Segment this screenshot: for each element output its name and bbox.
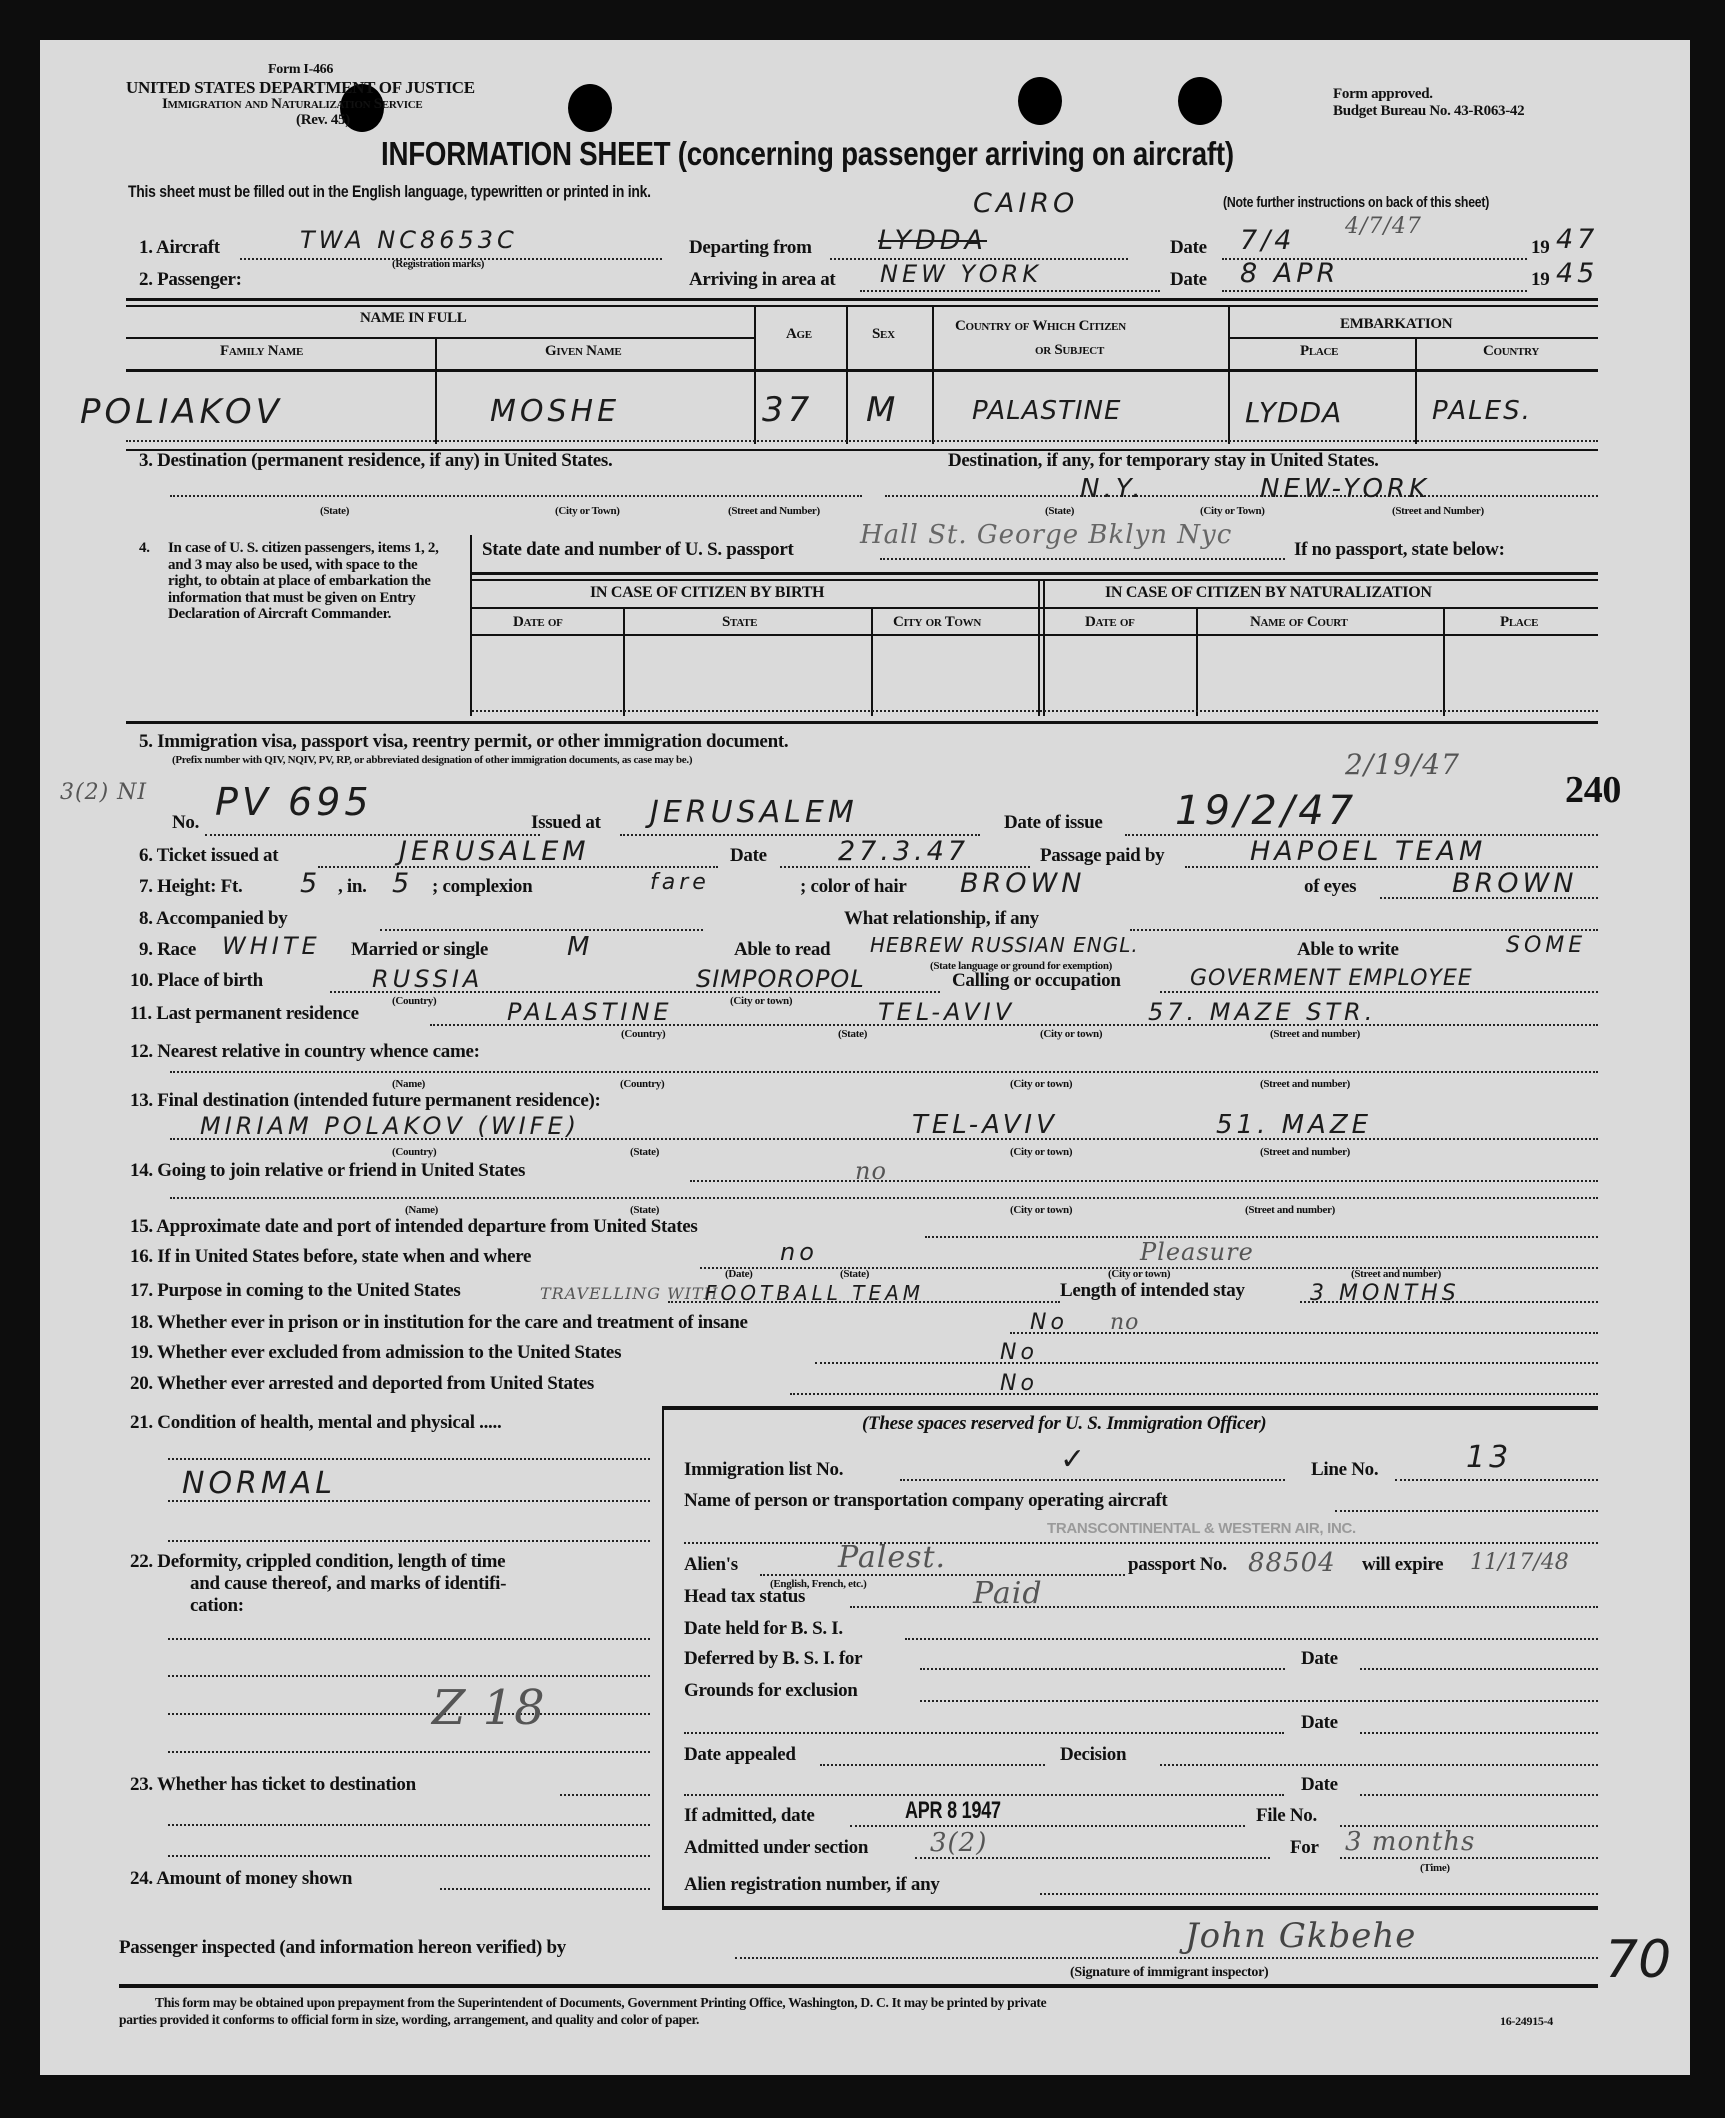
alien-nationality-value: Palest.	[838, 1540, 947, 1575]
temp-destination-line	[885, 495, 1598, 497]
item-20-label: 20. Whether ever arrested and deported from United States	[130, 1373, 595, 1394]
departure-date: 7/4	[1240, 225, 1296, 256]
country-header: Country	[1483, 343, 1540, 359]
line	[1360, 1794, 1598, 1796]
country-caption: (Country)	[620, 1078, 665, 1090]
occupation-label: Calling or occupation	[952, 970, 1121, 991]
line	[900, 1479, 1285, 1481]
footer-text: This form may be obtained upon prepayment from the Superintendent of Documents, Government Printing Office, Washington, D. C. It may be printed by private	[155, 1995, 1047, 2010]
line	[168, 1855, 650, 1857]
birth-country-value: RUSSIA	[372, 965, 484, 993]
departure-year: 47	[1556, 224, 1599, 255]
street-caption: (Street and number)	[1270, 1028, 1361, 1040]
rule	[126, 721, 1598, 724]
arrival-year: 45	[1556, 258, 1599, 289]
final-destination-name-value: MIRIAM POLAKOV (WIFE)	[200, 1112, 580, 1140]
country-caption: (Country)	[621, 1028, 666, 1040]
state-caption: (State)	[1045, 505, 1075, 517]
date-label: Date	[1301, 1712, 1338, 1733]
state-caption: (State)	[320, 505, 350, 517]
age-value: 37	[762, 390, 814, 430]
embarkation-place-value: LYDDA	[1245, 396, 1343, 429]
line	[684, 1732, 1284, 1734]
line	[168, 1824, 650, 1826]
item-22-label: 22. Deformity, crippled condition, length of time	[130, 1551, 506, 1572]
instruction: This sheet must be filled out in the English language, typewritten or printed in ink.	[128, 182, 651, 201]
for-value: 3 months	[1345, 1827, 1476, 1857]
inspected-label: Passenger inspected (and information hereon verified) by	[119, 1937, 566, 1958]
passport-question: State date and number of U. S. passport	[482, 539, 794, 560]
section-label: Admitted under section	[684, 1837, 869, 1858]
passport-line	[880, 558, 1285, 560]
purpose-value: FOOTBALL TEAM	[705, 1281, 925, 1305]
item-9-label: 9. Race	[139, 939, 196, 960]
street-caption: (Street and Number)	[1392, 505, 1484, 517]
birth-city-value: SIMPOROPOL	[696, 965, 865, 993]
signature-line	[735, 1957, 1598, 1959]
city-caption: (City or town)	[1040, 1028, 1103, 1040]
name-in-full-header: NAME IN FULL	[360, 310, 467, 326]
read-value: HEBREW RUSSIAN ENGL.	[870, 933, 1139, 957]
line	[684, 1794, 1284, 1796]
punch-hole	[568, 84, 612, 132]
inspector-signature: John Gkbehe	[1185, 1916, 1417, 1956]
immigration-list-value: ✓	[1060, 1442, 1090, 1477]
department: UNITED STATES DEPARTMENT OF JUSTICE	[126, 78, 475, 97]
line	[820, 1764, 1045, 1766]
alien-registration-label: Alien registration number, if any	[684, 1874, 940, 1895]
date-line	[1222, 290, 1527, 292]
operator-stamp: TRANSCONTINENTAL & WESTERN AIR, INC.	[1047, 1520, 1356, 1537]
temp-street-note: Hall St. George Bklyn Nyc	[860, 520, 1233, 550]
deported-value: No	[1000, 1371, 1038, 1396]
residence-street-value: 57. MAZE STR.	[1148, 998, 1377, 1026]
state-header: State	[722, 614, 758, 630]
item-11-label: 11. Last permanent residence	[130, 1003, 359, 1024]
prison-note: no	[1110, 1310, 1140, 1335]
married-value: M	[567, 932, 594, 962]
line	[925, 1236, 1598, 1238]
col-divider	[1196, 609, 1198, 716]
line	[1380, 897, 1598, 899]
family-name-header: Family Name	[220, 343, 303, 359]
line	[560, 1794, 650, 1796]
line	[168, 1638, 650, 1640]
city-caption: (City or town)	[1010, 1146, 1073, 1158]
col-divider	[754, 307, 756, 444]
col-divider	[1038, 581, 1040, 716]
line	[790, 1393, 1598, 1395]
complexion-label: ; complexion	[432, 876, 533, 897]
aircraft-label: 1. Aircraft	[139, 237, 220, 258]
place-header: Place	[1500, 614, 1539, 630]
line	[850, 1606, 1598, 1608]
item-22-label-2: and cause thereof, and marks of identifi-	[190, 1573, 507, 1594]
excluded-value: No	[1000, 1340, 1038, 1365]
passport-no-value: 88504	[1248, 1548, 1336, 1578]
stay-label: Length of intended stay	[1060, 1280, 1245, 1301]
line	[1040, 1893, 1598, 1895]
relationship-label: What relationship, if any	[844, 908, 1039, 929]
item-5-label: 5. Immigration visa, passport visa, reentry permit, or other immigration document.	[139, 731, 789, 752]
write-label: Able to write	[1297, 939, 1399, 960]
join-value: no	[855, 1157, 887, 1185]
rule	[119, 1984, 1598, 1988]
punch-hole	[1178, 77, 1222, 125]
departing-value: CAIRO	[973, 188, 1079, 219]
state-caption: (State)	[838, 1028, 868, 1040]
form-code: 16-24915-4	[1500, 2014, 1553, 2028]
file-no-label: File No.	[1256, 1805, 1317, 1826]
item-24-label: 24. Amount of money shown	[130, 1868, 353, 1889]
row-line	[126, 440, 1598, 442]
write-value: SOME	[1506, 933, 1587, 958]
line	[168, 1751, 650, 1753]
residence-country-value: PALASTINE	[507, 998, 673, 1026]
arriving-line	[860, 290, 1160, 292]
line	[1360, 1732, 1598, 1734]
street-caption: (Street and Number)	[728, 505, 820, 517]
height-in-value: 5	[392, 868, 414, 899]
line	[920, 1700, 1598, 1702]
form-approved: Form approved.	[1333, 86, 1433, 102]
arriving-label: Arriving in area at	[689, 269, 836, 290]
form-number: Form I-466	[268, 62, 334, 77]
registration-label: (Registration marks)	[392, 258, 485, 270]
line	[168, 1540, 650, 1542]
line	[815, 1362, 1598, 1364]
expire-value: 11/17/48	[1470, 1550, 1569, 1575]
street-caption: (Street and number)	[1351, 1268, 1442, 1280]
citizen-header: Country of Which Citizen	[955, 318, 1126, 334]
state-caption: (State)	[840, 1268, 870, 1280]
age-header: Age	[786, 326, 812, 342]
temp-state-value: N.Y.	[1080, 474, 1145, 504]
col-divider	[623, 609, 625, 716]
item-13-label: 13. Final destination (intended future permanent residence):	[130, 1090, 601, 1111]
item-3b-label: Destination, if any, for temporary stay in United States.	[948, 450, 1379, 471]
held-bsi-label: Date held for B. S. I.	[684, 1618, 843, 1639]
visa-no-label: No.	[172, 812, 200, 833]
country-caption: (Country)	[392, 1146, 437, 1158]
line	[1360, 1668, 1598, 1670]
service: Immigration and Naturalization Service	[162, 96, 423, 112]
height-ft-value: 5	[300, 868, 322, 899]
col-divider	[871, 609, 873, 716]
stay-value: 3 MONTHS	[1310, 1281, 1460, 1306]
item-18-label: 18. Whether ever in prison or in institution for the care and treatment of insane	[130, 1312, 748, 1333]
purpose-extra: Pleasure	[1140, 1238, 1254, 1266]
col-divider	[1228, 307, 1230, 444]
sex-header: Sex	[872, 326, 895, 342]
rule	[472, 634, 1598, 636]
line	[1160, 1764, 1598, 1766]
line-no-label: Line No.	[1311, 1459, 1379, 1480]
final-destination-city-value: TEL-AVIV	[912, 1110, 1058, 1140]
state-caption: (State)	[630, 1204, 660, 1216]
embarkation-header: EMBARKATION	[1340, 316, 1453, 332]
residence-city-value: TEL-AVIV	[878, 998, 1016, 1026]
aircraft-value: TWA NC8653C	[300, 226, 518, 254]
date-caption: (Date)	[725, 1268, 753, 1280]
given-name-header: Given Name	[545, 343, 622, 359]
departure-date-note: 4/7/47	[1345, 214, 1422, 239]
identification-mark: Z 18	[432, 1680, 546, 1736]
date-label: Date	[1170, 237, 1207, 258]
item-4-number: 4.	[139, 540, 150, 556]
line	[1340, 1857, 1598, 1859]
family-name-value: POLIAKOV	[80, 392, 283, 432]
line	[684, 1542, 1598, 1544]
issued-at-value: JERUSALEM	[650, 795, 858, 830]
line	[1130, 929, 1598, 931]
col-divider	[1443, 609, 1445, 716]
col-divider	[932, 307, 934, 444]
hair-label: ; color of hair	[800, 876, 907, 897]
year-label: 19	[1531, 269, 1550, 290]
date-label: Date	[1170, 269, 1207, 290]
item-7-label: 7. Height: Ft.	[139, 876, 243, 897]
passage-value: HAPOEL TEAM	[1250, 836, 1487, 867]
line	[905, 1638, 1598, 1640]
line	[168, 1458, 650, 1460]
item-21-label: 21. Condition of health, mental and physical .....	[130, 1412, 502, 1433]
ticket-date-label: Date	[730, 845, 767, 866]
race-value: WHITE	[222, 932, 321, 960]
by-birth-header: IN CASE OF CITIZEN BY BIRTH	[590, 584, 825, 601]
citizen-value: PALASTINE	[972, 396, 1122, 426]
expire-label: will expire	[1362, 1554, 1444, 1575]
eyes-label: of eyes	[1304, 876, 1357, 897]
line	[170, 1197, 1598, 1199]
arrival-date: 8 APR	[1240, 258, 1340, 289]
rule	[126, 305, 1598, 307]
decision-label: Decision	[1060, 1744, 1127, 1765]
visa-no-value: PV 695	[215, 780, 373, 824]
given-name-value: MOSHE	[490, 394, 621, 429]
item-5-prefix-note: (Prefix number with QIV, NQIV, PV, RP, or abbreviated designation of other immigration documents, as case may be.)	[172, 754, 693, 766]
name-caption: (Name)	[392, 1078, 426, 1090]
for-label: For	[1290, 1837, 1319, 1858]
place-header: Place	[1300, 343, 1339, 359]
date-of-issue-value: 19/2/47	[1175, 788, 1358, 834]
alien-nationality-label: Alien's	[684, 1554, 738, 1575]
rule	[472, 607, 1598, 609]
court-header: Name of Court	[1250, 614, 1348, 630]
line	[850, 1825, 1245, 1827]
line	[440, 1888, 650, 1890]
item-15-label: 15. Approximate date and port of intended departure from United States	[130, 1216, 698, 1237]
city-header: City or Town	[893, 614, 982, 630]
punch-hole	[1018, 77, 1062, 125]
head-tax-label: Head tax status	[684, 1586, 806, 1607]
line	[1160, 991, 1598, 993]
street-caption: (Street and number)	[1260, 1078, 1351, 1090]
date-label: Date	[1301, 1648, 1338, 1669]
line	[690, 1180, 1598, 1182]
line	[380, 929, 703, 931]
read-label: Able to read	[734, 939, 831, 960]
ticket-date-value: 27.3.47	[838, 836, 970, 867]
ticket-issued-value: JERUSALEM	[399, 836, 590, 867]
item-23-label: 23. Whether has ticket to destination	[130, 1774, 416, 1795]
note: (Note further instructions on back of this sheet)	[1223, 194, 1490, 211]
row-line	[472, 710, 1598, 712]
street-caption: (Street and number)	[1245, 1204, 1336, 1216]
date-label: Date	[1301, 1774, 1338, 1795]
item-8-label: 8. Accompanied by	[139, 908, 288, 929]
operator-label: Name of person or transportation company operating aircraft	[684, 1490, 1168, 1511]
budget-bureau: Budget Bureau No. 43-R063-42	[1333, 103, 1525, 119]
line-no-value: 13	[1466, 1440, 1513, 1475]
col-divider	[1043, 581, 1045, 716]
rule	[472, 579, 1598, 581]
city-caption: (City or town)	[1010, 1204, 1073, 1216]
embarkation-country-value: PALES.	[1432, 396, 1532, 426]
line	[1335, 1510, 1598, 1512]
line	[168, 1675, 650, 1677]
officer-box-title: (These spaces reserved for U. S. Immigration Officer)	[862, 1413, 1267, 1434]
admitted-date-stamp: APR 8 1947	[905, 1797, 1001, 1824]
col-divider	[470, 535, 472, 716]
col-divider	[1415, 339, 1417, 444]
page-number: 240	[1565, 769, 1622, 811]
line	[1395, 1479, 1598, 1481]
country-caption: (Country)	[392, 995, 437, 1007]
line	[1010, 1332, 1598, 1334]
occupation-value: GOVERMENT EMPLOYEE	[1190, 966, 1473, 991]
name-caption: (Name)	[405, 1204, 439, 1216]
item-10-label: 10. Place of birth	[130, 970, 263, 991]
year-label: 19	[1531, 237, 1550, 258]
passport-no-label: passport No.	[1128, 1554, 1227, 1575]
passenger-label: 2. Passenger:	[139, 269, 242, 290]
departing-struck: LYDDA	[878, 225, 988, 256]
before-value: no	[780, 1238, 818, 1266]
revision: (Rev. 45)	[296, 112, 350, 128]
street-caption: (Street and number)	[1260, 1146, 1351, 1158]
city-caption: (City or town)	[1108, 1268, 1171, 1280]
rule	[126, 337, 754, 339]
hair-value: BROWN	[960, 868, 1086, 899]
purpose-note: TRAVELLING WITH	[540, 1284, 719, 1303]
item-19-label: 19. Whether ever excluded from admission to the United States	[130, 1342, 622, 1363]
line	[920, 1668, 1285, 1670]
final-destination-street-value: 51. MAZE	[1216, 1110, 1373, 1140]
state-caption: (State)	[630, 1146, 660, 1158]
head-tax-value: Paid	[973, 1576, 1043, 1611]
section-value: 3(2)	[930, 1828, 988, 1858]
date-of-issue-label: Date of issue	[1004, 812, 1103, 833]
rule	[472, 572, 1598, 575]
arriving-value: NEW YORK	[880, 260, 1043, 288]
grounds-label: Grounds for exclusion	[684, 1680, 858, 1701]
height-in-label: , in.	[338, 876, 367, 897]
line	[168, 1713, 650, 1715]
item-16-label: 16. If in United States before, state when and where	[130, 1246, 532, 1267]
footer-text-2: parties provided it conforms to official form in size, wording, arrangement, and quality and color of paper.	[119, 2012, 700, 2027]
rule	[126, 298, 1598, 301]
rule	[1228, 337, 1598, 339]
date-of-header: Date of	[1085, 614, 1135, 630]
destination-line	[170, 495, 862, 497]
page-title: INFORMATION SHEET (concerning passenger arriving on aircraft)	[381, 135, 1234, 172]
no-passport-label: If no passport, state below:	[1294, 539, 1505, 560]
col-divider	[662, 1406, 664, 1908]
rule	[662, 1406, 1598, 1410]
col-divider	[846, 307, 848, 444]
passage-label: Passage paid by	[1040, 845, 1165, 866]
appealed-label: Date appealed	[684, 1744, 796, 1765]
deferred-label: Deferred by B. S. I. for	[684, 1648, 863, 1669]
corner-mark: 70	[1605, 1930, 1672, 1990]
col-divider	[435, 339, 437, 444]
health-value: NORMAL	[182, 1466, 337, 1501]
married-label: Married or single	[351, 939, 489, 960]
eyes-value: BROWN	[1452, 868, 1578, 899]
item-6-label: 6. Ticket issued at	[139, 845, 279, 866]
nationality-caption: (English, French, etc.)	[770, 1578, 867, 1590]
sex-value: M	[866, 390, 900, 430]
rule	[126, 369, 1598, 372]
item-4-note: In case of U. S. citizen passengers, items 1, 2, and 3 may also be used, with space to the right, to obtain at place of embarkation the information that must be given on Entry Declaration of Aircraft Commander.	[168, 540, 439, 622]
date-of-header: Date of	[513, 614, 563, 630]
item-22-label-3: cation:	[190, 1595, 244, 1616]
departing-label: Departing from	[689, 237, 812, 258]
visa-date-note: 2/19/47	[1345, 748, 1460, 781]
by-naturalization-header: IN CASE OF CITIZEN BY NATURALIZATION	[1105, 584, 1432, 601]
city-caption: (City or Town)	[555, 505, 620, 517]
complexion-value: fare	[650, 870, 710, 895]
line	[170, 1138, 1598, 1140]
citizen-header-2: or Subject	[1035, 342, 1104, 358]
item-3-label: 3. Destination (permanent residence, if any) in United States.	[139, 450, 613, 471]
signature-caption: (Signature of immigrant inspector)	[1070, 1965, 1269, 1980]
line	[170, 1071, 1598, 1073]
time-caption: (Time)	[1420, 1862, 1450, 1874]
item-12-label: 12. Nearest relative in country whence came:	[130, 1041, 480, 1062]
issued-at-label: Issued at	[531, 812, 601, 833]
item-17-label: 17. Purpose in coming to the United States	[130, 1280, 461, 1301]
temp-city-value: NEW-YORK	[1260, 474, 1431, 504]
admitted-date-label: If admitted, date	[684, 1805, 815, 1826]
city-caption: (City or town)	[730, 995, 793, 1007]
city-caption: (City or town)	[1010, 1078, 1073, 1090]
immigration-list-label: Immigration list No.	[684, 1459, 844, 1480]
prison-value: No	[1030, 1310, 1068, 1335]
item-14-label: 14. Going to join relative or friend in United States	[130, 1160, 526, 1181]
margin-note: 3(2) NI	[60, 780, 148, 805]
language-caption: (State language or ground for exemption)	[930, 960, 1113, 972]
city-caption: (City or Town)	[1200, 505, 1265, 517]
rule	[662, 1906, 1598, 1910]
